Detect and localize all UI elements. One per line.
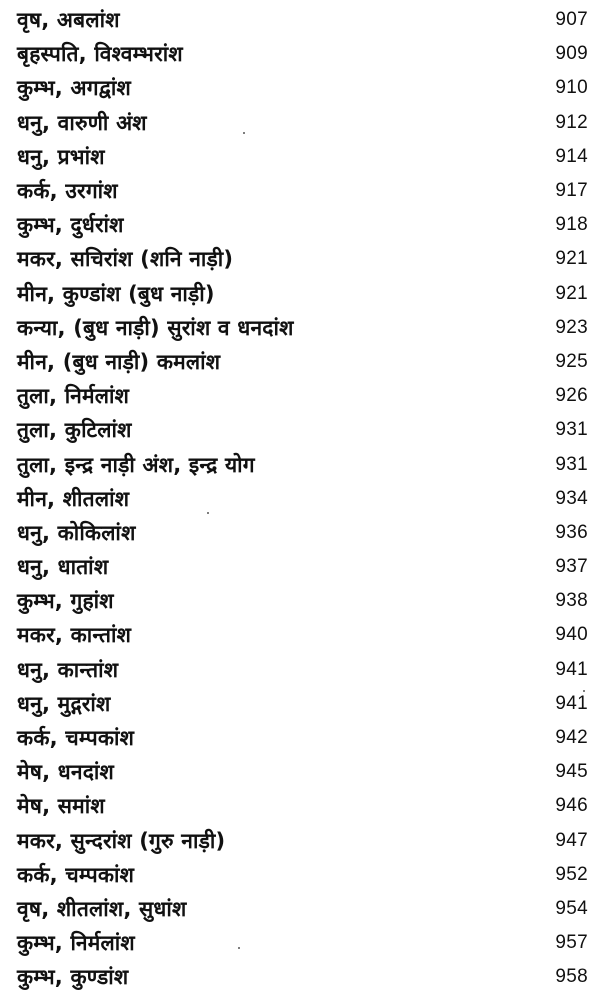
toc-entry-title: कर्क, उरगांश bbox=[17, 179, 118, 204]
toc-entry-page: 942 bbox=[555, 727, 588, 749]
toc-entry-title: कुम्भ, कुण्डांश bbox=[17, 965, 129, 990]
toc-entry-page: 941 bbox=[555, 692, 588, 714]
toc-entry-page: 914 bbox=[555, 145, 588, 167]
toc-entry-title: मेष, समांश bbox=[17, 794, 105, 819]
toc-row bbox=[0, 413, 600, 447]
scan-speck bbox=[243, 132, 245, 134]
toc-entry-title: धनु, कोकिलांश bbox=[17, 520, 136, 545]
toc-entry-page: 934 bbox=[555, 487, 588, 509]
toc-entry-page: 936 bbox=[555, 521, 588, 543]
toc-entry-page: 958 bbox=[555, 966, 588, 988]
toc-entry-page: 940 bbox=[555, 624, 588, 646]
toc-entry-page: 946 bbox=[555, 795, 588, 817]
toc-entry-page: 954 bbox=[555, 897, 588, 919]
toc-entry-title: मकर, कान्तांश bbox=[17, 623, 132, 648]
toc-entry-title: मीन, शीतलांश bbox=[17, 486, 130, 511]
toc-row bbox=[0, 687, 600, 721]
toc-entry-title: तुला, कुटिलांश bbox=[17, 418, 132, 443]
toc-entry-title: मीन, कुण्डांश (बुध नाड़ी) bbox=[17, 281, 215, 306]
toc-row bbox=[0, 106, 600, 140]
toc-entry-title: वृष, शीतलांश, सुधांश bbox=[17, 896, 187, 921]
toc-entry-page: 945 bbox=[555, 761, 588, 783]
scan-speck bbox=[207, 512, 209, 514]
toc-entry-title: कन्या, (बुध नाड़ी) सुरांश व धनदांश bbox=[17, 315, 294, 340]
toc-entry-title: मेष, धनदांश bbox=[17, 760, 115, 785]
toc-row bbox=[0, 3, 600, 37]
toc-entry-page: 925 bbox=[555, 350, 588, 372]
toc-entry-page: 947 bbox=[555, 829, 588, 851]
toc-row bbox=[0, 379, 600, 413]
toc-row bbox=[0, 755, 600, 789]
toc-entry-page: 931 bbox=[555, 419, 588, 441]
toc-entry-title: कुम्भ, अगद्वांश bbox=[17, 76, 131, 101]
table-of-contents bbox=[0, 3, 600, 994]
toc-row bbox=[0, 71, 600, 105]
toc-row bbox=[0, 584, 600, 618]
toc-entry-page: 926 bbox=[555, 385, 588, 407]
toc-entry-page: 907 bbox=[555, 9, 588, 31]
toc-entry-title: धनु, कान्तांश bbox=[17, 657, 119, 682]
toc-row bbox=[0, 892, 600, 926]
toc-row bbox=[0, 721, 600, 755]
toc-entry-page: 917 bbox=[555, 180, 588, 202]
toc-entry-title: कुम्भ, दुर्धरांश bbox=[17, 213, 124, 238]
toc-row bbox=[0, 960, 600, 994]
toc-row bbox=[0, 824, 600, 858]
toc-row bbox=[0, 516, 600, 550]
toc-row bbox=[0, 858, 600, 892]
toc-entry-title: मकर, सुन्दरांश (गुरु नाड़ी) bbox=[17, 828, 226, 853]
toc-entry-title: तुला, इन्द्र नाड़ी अंश, इन्द्र योग bbox=[17, 452, 255, 477]
toc-entry-page: 918 bbox=[555, 214, 588, 236]
toc-entry-title: वृष, अबलांश bbox=[17, 8, 120, 33]
toc-entry-title: कर्क, चम्पकांश bbox=[17, 862, 135, 887]
toc-entry-page: 957 bbox=[555, 932, 588, 954]
toc-row bbox=[0, 208, 600, 242]
toc-row bbox=[0, 37, 600, 71]
toc-entry-title: बृहस्पति, विश्वम्भरांश bbox=[17, 42, 183, 67]
toc-entry-title: कुम्भ, निर्मलांश bbox=[17, 931, 135, 956]
scan-speck bbox=[583, 690, 585, 692]
toc-entry-page: 952 bbox=[555, 863, 588, 885]
toc-entry-title: मकर, सचिरांश (शनि नाड़ी) bbox=[17, 247, 234, 272]
toc-entry-title: धनु, प्रभांश bbox=[17, 144, 105, 169]
toc-row bbox=[0, 140, 600, 174]
toc-entry-title: तुला, निर्मलांश bbox=[17, 384, 130, 409]
toc-entry-title: मीन, (बुध नाड़ी) कमलांश bbox=[17, 349, 221, 374]
toc-row bbox=[0, 482, 600, 516]
toc-entry-page: 921 bbox=[555, 248, 588, 270]
toc-entry-page: 931 bbox=[555, 453, 588, 475]
toc-row bbox=[0, 789, 600, 823]
toc-entry-title: कुम्भ, गुहांश bbox=[17, 589, 114, 614]
toc-row bbox=[0, 242, 600, 276]
toc-entry-page: 912 bbox=[555, 111, 588, 133]
toc-entry-page: 921 bbox=[555, 282, 588, 304]
toc-row bbox=[0, 653, 600, 687]
toc-row bbox=[0, 174, 600, 208]
toc-entry-page: 909 bbox=[555, 43, 588, 65]
scan-speck bbox=[238, 947, 240, 949]
toc-entry-title: कर्क, चम्पकांश bbox=[17, 726, 135, 751]
toc-entry-page: 910 bbox=[555, 77, 588, 99]
toc-entry-title: धनु, मुद्गरांश bbox=[17, 691, 111, 716]
toc-row bbox=[0, 277, 600, 311]
toc-row bbox=[0, 618, 600, 652]
toc-entry-title: धनु, वारुणी अंश bbox=[17, 110, 147, 135]
toc-entry-page: 941 bbox=[555, 658, 588, 680]
toc-row bbox=[0, 345, 600, 379]
toc-entry-title: धनु, धातांश bbox=[17, 555, 109, 580]
toc-row bbox=[0, 550, 600, 584]
toc-entry-page: 923 bbox=[555, 316, 588, 338]
toc-row bbox=[0, 926, 600, 960]
toc-entry-page: 938 bbox=[555, 590, 588, 612]
toc-entry-page: 937 bbox=[555, 556, 588, 578]
toc-row bbox=[0, 447, 600, 481]
toc-row bbox=[0, 311, 600, 345]
